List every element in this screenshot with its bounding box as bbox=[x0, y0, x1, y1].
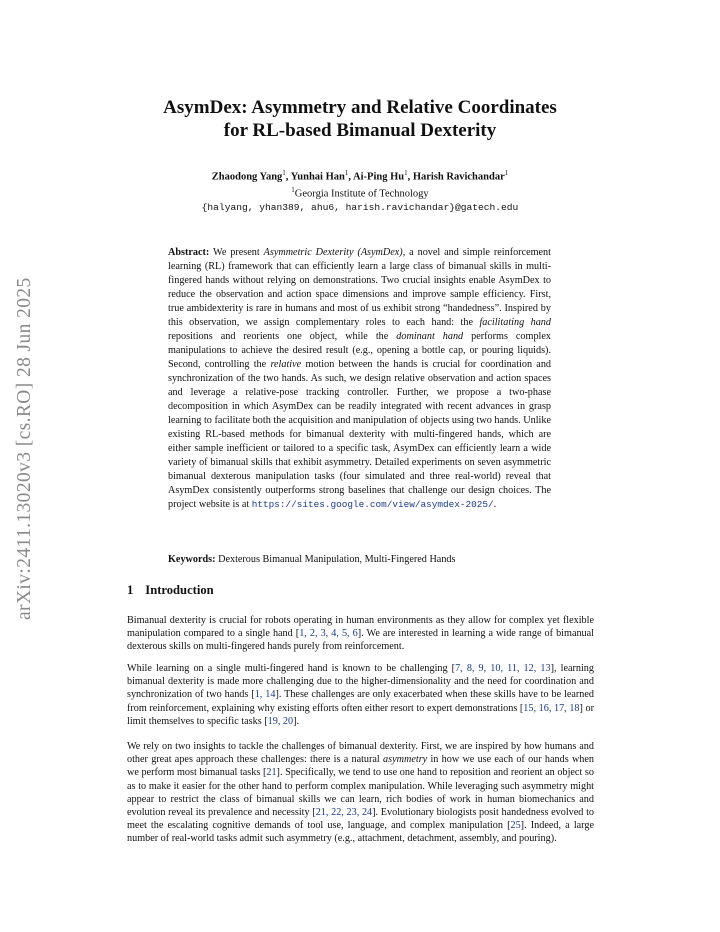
abstract-text: We present bbox=[213, 247, 260, 258]
citation-link[interactable]: 25 bbox=[510, 820, 521, 832]
affil-mark: 1 bbox=[344, 169, 349, 177]
section-title: Introduction bbox=[145, 583, 214, 597]
citation-link[interactable]: 21, 22, 23, 24 bbox=[315, 807, 373, 819]
abstract-emph: relative bbox=[270, 359, 302, 370]
paragraph-text: We rely on two insights to tackle the challenges of bimanual dexterity. First, we are inspired by how humans and other great apes approach these challenges: there is a natural bbox=[127, 741, 594, 766]
citation-link[interactable]: 21 bbox=[266, 767, 277, 779]
abstract bbox=[168, 246, 551, 512]
citation-link[interactable]: 1, 2, 3, 4, 5, 6 bbox=[299, 628, 358, 640]
paragraph-text: ], learning bimanual dexterity is made more challenging due to the higher-dimensionality and the need for coordination and synchronization of two hands [ bbox=[127, 663, 594, 701]
paragraph-text: ]. Evolutionary biologists posit handedness evolved to meet the escalating cognitive demands of tool use, language, and complex manipulation [ bbox=[127, 807, 594, 832]
section-heading bbox=[127, 583, 214, 598]
paragraph-text: ]. Specifically, we tend to use one hand to reposition and reorient an object so as to make it easier for the other hand to perform complex manipulation. While leveraging such asymmetry might appear to restrict the class of bimanual skills we can learn, rich bodies of work in human biomechanics and evolution reveal its prevalence and necessity [ bbox=[127, 767, 594, 819]
abstract-text: repositions and reorients one object, while the bbox=[168, 331, 389, 342]
title-line-1: AsymDex: Asymmetry and Relative Coordinates bbox=[163, 97, 557, 118]
citation-link[interactable]: 19, 20 bbox=[267, 715, 294, 727]
affiliation bbox=[0, 184, 720, 201]
paragraph-text: While learning on a single multi-fingered hand is known to be challenging [ bbox=[127, 663, 456, 674]
paragraph-text: in how we use each of our hands when we perform most bimanual tasks [ bbox=[127, 754, 595, 779]
abstract-text: performs complex manipulations to achieve the desired result (e.g., opening a bottle cap, or pouring liquids). Second, controlling the bbox=[168, 331, 551, 370]
abstract-text: . bbox=[493, 499, 497, 510]
keywords-text: Dexterous Bimanual Manipulation, Multi-Fingered Hands bbox=[218, 554, 456, 565]
paragraph-text: ]. We are interested in learning a wide range of bimanual dexterous skills on multi-fingered hands purely from reinforcement. bbox=[127, 628, 594, 653]
keywords-label: Keywords: bbox=[168, 554, 216, 565]
citation-link[interactable]: 15, 16, 17, 18 bbox=[523, 702, 580, 714]
intro-paragraph-1 bbox=[127, 614, 594, 654]
author-4: Harish Ravichandar bbox=[412, 171, 505, 183]
paper-title bbox=[0, 96, 720, 142]
abstract-text: , a novel and simple reinforcement learning (RL) framework that can efficiently learn a large class of bimanual skills in multi-fingered hands without relying on demonstrations. Two crucial insights enable AsymDex to reduce the observation and action space dimensions and improve sample efficiency. First, true ambidexterity is rare in humans and most of us exhibit strong “handedness”. Inspired by this observation, we assign complementary roles to each hand: the bbox=[168, 247, 551, 328]
paragraph-text: ] or limit themselves to specific tasks [ bbox=[127, 702, 594, 727]
title-line-2: for RL-based Bimanual Dexterity bbox=[223, 120, 497, 141]
author-block bbox=[0, 167, 720, 214]
author-sep: , bbox=[348, 171, 354, 183]
affiliation-text: Georgia Institute of Technology bbox=[294, 188, 429, 199]
author-2: Yunhai Han bbox=[290, 171, 345, 183]
paragraph-text: ]. Indeed, a large number of real-world tasks admit such asymmetry (e.g., attachment, detachment, assembly, and pouring). bbox=[127, 820, 594, 845]
intro-paragraph-2 bbox=[127, 662, 594, 728]
paragraph-text: Bimanual dexterity is crucial for robots operating in human environments as they allow for complex yet flexible manipulation compared to a single hand [ bbox=[127, 615, 594, 640]
affil-mark: 1 bbox=[282, 169, 286, 177]
abstract-emph: facilitating hand bbox=[479, 317, 551, 328]
author-names bbox=[0, 167, 720, 184]
author-emails: {halyang, yhan389, ahu6, harish.ravichandar}@gatech.edu bbox=[201, 202, 519, 213]
citation-link[interactable]: 1, 14 bbox=[254, 689, 276, 701]
citation-link[interactable]: 7, 8, 9, 10, 11, 12, 13 bbox=[455, 663, 551, 674]
paragraph-text: ]. These challenges are only exacerbated when these skills have to be learned from reinforcement, explaining why existing efforts often either resort to expert demonstrations [ bbox=[127, 689, 595, 714]
abstract-label: Abstract: bbox=[168, 247, 210, 258]
intro-paragraph-3 bbox=[127, 740, 594, 846]
paragraph-text: ]. bbox=[293, 715, 300, 727]
affil-mark: 1 bbox=[291, 185, 295, 194]
abstract-text: motion between the hands is crucial for coordination and synchronization of the two hands. As such, we design relative observation and action spaces and leverage a relative-pose tracking controller. Further, we propose a two-phase decomposition in which AsymDex can be readily integrated with recent advances in grasp learning to facilitate both the acquisition and manipulation of objects using two hands. Unlike existing RL-based methods for bimanual dexterity with multi-fingered hands, which are either sample inefficient or tailored to a specific task, AsymDex can efficiently learn a wide variety of bimanual skills that exhibit asymmetry. Detailed experiments on seven asymmetric bimanual dexterous manipulation tasks (four simulated and three real-world) reveal that AsymDex consistently outperforms strong baselines that challenge our design choices. The project website is at bbox=[168, 359, 552, 510]
keywords bbox=[168, 553, 551, 566]
author-3: Ai-Ping Hu bbox=[353, 171, 405, 183]
project-website-link[interactable]: https://sites.google.com/view/asymdex-2025/ bbox=[251, 499, 494, 510]
paragraph-emph: asymmetry bbox=[383, 754, 428, 766]
abstract-emph: Asymmetric Dexterity (AsymDex) bbox=[263, 247, 403, 258]
arxiv-identifier: arXiv:2411.13020v3 [cs.RO] 28 Jun 2025 bbox=[14, 277, 35, 620]
author-1: Zhaodong Yang bbox=[211, 171, 283, 183]
affil-mark: 1 bbox=[404, 169, 408, 177]
author-sep: , bbox=[407, 171, 413, 183]
author-sep: , bbox=[285, 171, 291, 183]
section-number: 1 bbox=[127, 583, 134, 597]
abstract-emph: dominant hand bbox=[396, 331, 464, 342]
affil-mark: 1 bbox=[504, 169, 509, 177]
